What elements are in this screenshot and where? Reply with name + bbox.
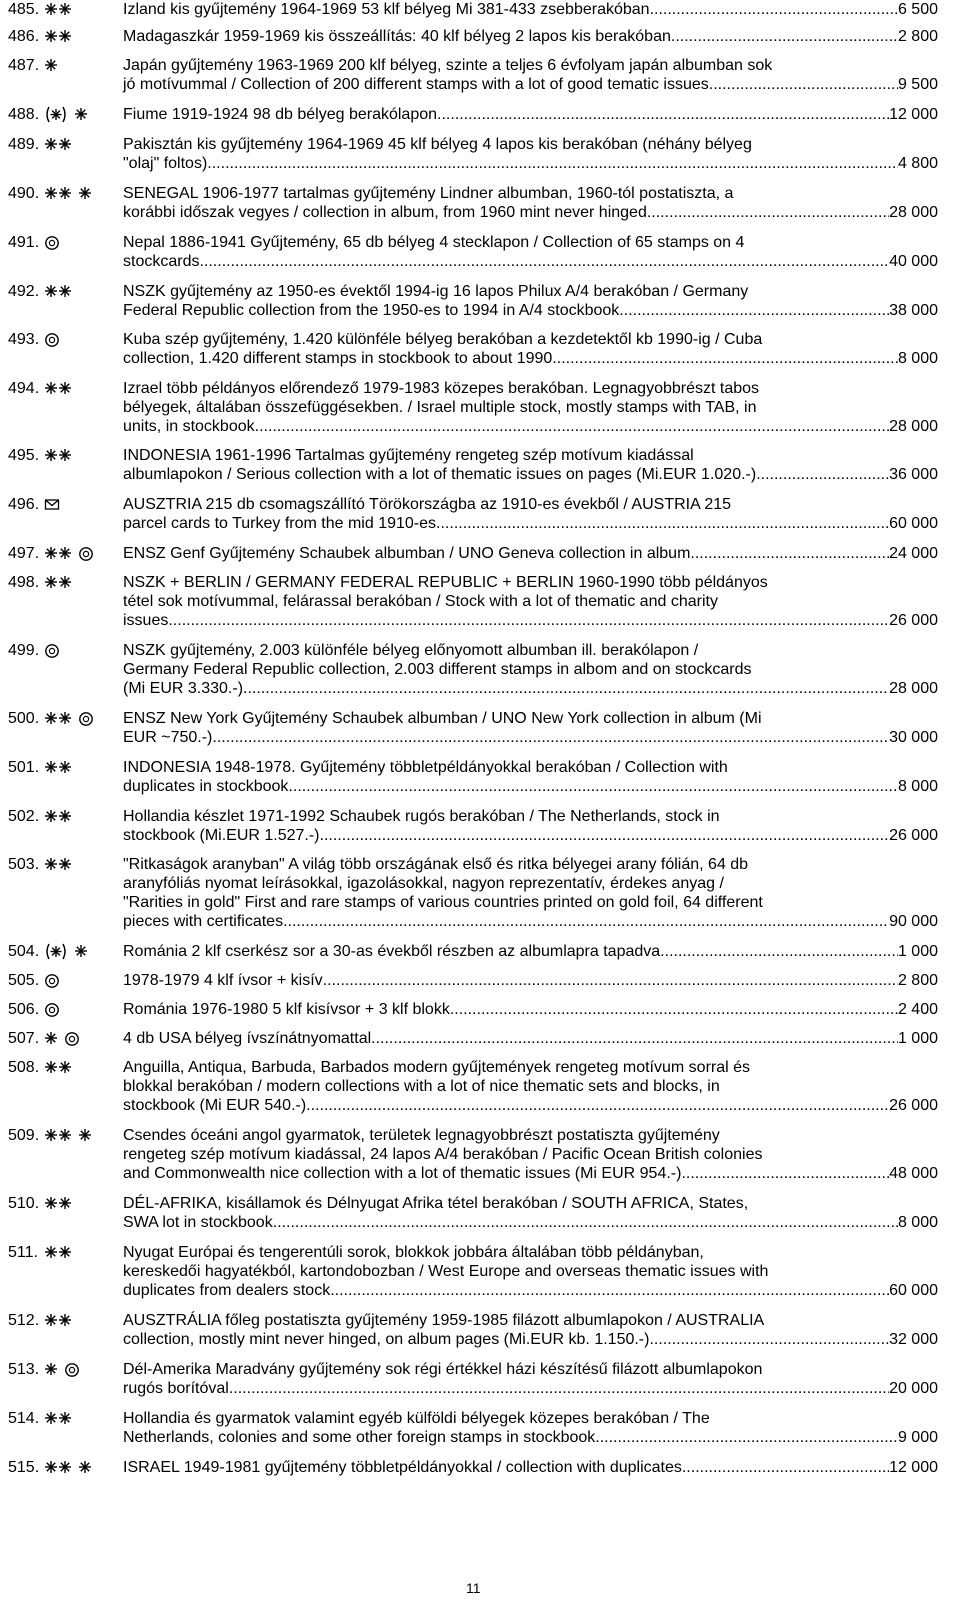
- description-line: and Commonwealth nice collection with a lot of thematic issues (Mi EUR 954.-): [123, 1165, 682, 1182]
- description-line: NSZK gyűjtemény az 1950-es évektől 1994-ig 16 lapos Philux A/4 berakóban / Germany: [123, 283, 749, 300]
- asterisk-star-icon: [58, 1243, 72, 1262]
- condition-symbols: [44, 971, 114, 990]
- lot-number: 491.: [8, 234, 40, 251]
- asterisk-star-icon: [58, 709, 72, 728]
- description-line: duplicates in stockbook: [123, 778, 289, 795]
- postmark-circle-icon: [44, 641, 60, 660]
- asterisk-star-icon: [44, 1458, 58, 1477]
- lot-price: 6 500: [897, 1, 938, 18]
- lot-price: 28 000: [889, 418, 938, 435]
- leader-dots: [212, 728, 889, 747]
- description-line: collection, mostly mint never hinged, on album pages (Mi.EUR kb. 1.150.-): [123, 1331, 650, 1348]
- lot-price: 20 000: [889, 1380, 938, 1397]
- lot-price: 26 000: [889, 612, 938, 629]
- condition-symbols: [44, 495, 114, 514]
- description-line: 4 db USA bélyeg ívszínátnyomattal: [123, 1030, 372, 1047]
- asterisk-star-icon: [44, 1194, 58, 1213]
- description-line: bélyegek, általában összefüggésekben. / Israel multiple stock, mostly stamps with TAB, in: [123, 399, 757, 416]
- description-line: stockcards: [123, 253, 200, 270]
- description-line: duplicates from dealers stock: [123, 1282, 331, 1299]
- asterisk-icon: [78, 1458, 92, 1477]
- lot-number: 512.: [8, 1312, 40, 1329]
- lot-description: [123, 1458, 938, 1477]
- lot-price: 30 000: [889, 729, 938, 746]
- lot-description: [123, 709, 938, 747]
- lot-price: 38 000: [889, 302, 938, 319]
- description-line: ENSZ Genf Gyűjtemény Schaubek albumban / UNO Geneva collection in album: [123, 545, 691, 562]
- lot-price: 4 800: [897, 155, 938, 172]
- description-line: (Mi EUR 3.330.-): [123, 680, 244, 697]
- condition-symbols: [44, 544, 114, 563]
- leader-dots: [199, 252, 889, 271]
- asterisk-star-icon: [58, 573, 72, 592]
- description-line: units, in stockbook.: [123, 418, 260, 435]
- description-line: Anguilla, Antiqua, Barbuda, Barbados modern gyűjtemények rengeteg motívum sorral és: [123, 1059, 751, 1076]
- postmark-circle-icon: [64, 1360, 80, 1379]
- leader-dots: [671, 27, 898, 46]
- description-line: INDONESIA 1961-1996 Tartalmas gyűjtemény rengeteg szép motívum kiadással: [123, 447, 694, 464]
- leader-dots: [229, 1379, 889, 1398]
- condition-symbols: [44, 1058, 114, 1077]
- description-line: Kuba szép gyűjtemény, 1.420 különféle bélyeg berakóban a kezdetektől kb 1990-ig / Cuba: [123, 331, 763, 348]
- lot-description: [123, 855, 938, 931]
- condition-symbols: [44, 758, 114, 777]
- asterisk-star-icon: [58, 758, 72, 777]
- page-number: 11: [466, 1580, 481, 1596]
- leader-dots: [709, 75, 898, 94]
- lot-price: 2 400: [897, 1001, 938, 1018]
- asterisk-star-icon: [44, 855, 58, 874]
- lot-number: 497.: [8, 545, 40, 562]
- asterisk-star-icon: [44, 184, 58, 203]
- description-line: "Rarities in gold" First and rare stamps of various countries printed on gold foil, 64 different: [123, 894, 763, 911]
- lot-description: [123, 1311, 938, 1349]
- lot-description: [123, 573, 938, 630]
- description-line: INDONESIA 1948-1978. Gyűjtemény többletpéldányokkal berakóban / Collection with: [123, 759, 728, 776]
- lot-number: 501.: [8, 759, 40, 776]
- parenthesized-asterisk-icon: [44, 942, 68, 961]
- asterisk-star-icon: [44, 0, 58, 19]
- asterisk-star-icon: [58, 184, 72, 203]
- lot-description: [123, 1000, 938, 1019]
- lot-description: [123, 446, 938, 484]
- description-line: NSZK gyűjtemény, 2.003 különféle bélyeg előnyomott albumban ill. berakólapon /: [123, 642, 699, 659]
- condition-symbols: [44, 379, 114, 398]
- lot-price: 60 000: [889, 1282, 938, 1299]
- leader-dots: [273, 1213, 898, 1232]
- postmark-circle-icon: [78, 544, 94, 563]
- description-line: rengeteg szép motívum kiadással, 24 lapos A/4 berakóban / Pacific Ocean British colonies: [123, 1146, 763, 1163]
- leader-dots: [660, 942, 898, 961]
- leader-dots: [243, 679, 889, 698]
- asterisk-star-icon: [44, 573, 58, 592]
- lot-price: 2 800: [897, 972, 938, 989]
- leader-dots: [259, 417, 889, 436]
- description-line: kereskedői hagyatékból, kartondobozban / West Europe and overseas thematic issues with: [123, 1263, 769, 1280]
- envelope-icon: [44, 495, 60, 514]
- description-line: Hollandia és gyarmatok valamint egyéb külföldi bélyegek közepes berakóban / The: [123, 1410, 710, 1427]
- asterisk-star-icon: [44, 379, 58, 398]
- lot-description: [123, 807, 938, 845]
- condition-symbols: [44, 282, 114, 301]
- lot-number: 496.: [8, 496, 40, 513]
- leader-dots: [288, 777, 898, 796]
- condition-symbols: [44, 135, 114, 154]
- description-line: Germany Federal Republic collection, 2.003 different stamps in albom and on stockcards: [123, 661, 752, 678]
- lot-description: [123, 1126, 938, 1183]
- description-line: EUR ~750.-): [123, 729, 213, 746]
- lot-price: 36 000: [889, 466, 938, 483]
- condition-symbols: [44, 56, 114, 75]
- description-line: tétel sok motívummal, felárassal berakóban / Stock with a lot of thematic and charity: [123, 593, 718, 610]
- leader-dots: [756, 465, 889, 484]
- condition-symbols: [44, 0, 114, 19]
- condition-symbols: [44, 855, 114, 874]
- asterisk-icon: [74, 105, 88, 124]
- lot-number: 490.: [8, 185, 40, 202]
- condition-symbols: [44, 1458, 114, 1477]
- asterisk-star-icon: [58, 544, 72, 563]
- asterisk-star-icon: [58, 807, 72, 826]
- description-line: Dél-Amerika Maradvány gyűjtemény sok régi értékkel házi készítésű filázott albumlapokon: [123, 1361, 763, 1378]
- description-line: issues.: [123, 612, 173, 629]
- asterisk-star-icon: [44, 758, 58, 777]
- asterisk-star-icon: [44, 446, 58, 465]
- lot-description: [123, 1360, 938, 1398]
- postmark-circle-icon: [44, 233, 60, 252]
- description-line: collection, 1.420 different stamps in stockbook to about 1990: [123, 350, 553, 367]
- leader-dots: [650, 0, 898, 19]
- asterisk-star-icon: [44, 1126, 58, 1145]
- description-line: stockbook (Mi.EUR 1.527.-): [123, 827, 320, 844]
- lot-description: [123, 942, 938, 961]
- condition-symbols: [44, 1029, 114, 1048]
- leader-dots: [437, 105, 889, 124]
- description-line: Fiume 1919-1924 98 db bélyeg berakólapon: [123, 106, 438, 123]
- description-line: Izland kis gyűjtemény 1964-1969 53 klf bélyeg Mi 381-433 zsebberakóban: [123, 1, 650, 18]
- description-line: Nyugat Európai és tengerentúli sorok, blokkok jobbára általában több példányban,: [123, 1244, 704, 1261]
- description-line: "olaj" foltos): [123, 155, 208, 172]
- description-line: Hollandia készlet 1971-1992 Schaubek rugós berakóban / The Netherlands, stock in: [123, 808, 720, 825]
- asterisk-icon: [74, 942, 88, 961]
- asterisk-star-icon: [58, 135, 72, 154]
- lot-number: 515.: [8, 1459, 40, 1476]
- lot-price: 28 000: [889, 204, 938, 221]
- lot-price: 24 000: [889, 545, 938, 562]
- asterisk-star-icon: [58, 855, 72, 874]
- postmark-circle-icon: [78, 709, 94, 728]
- condition-symbols: [44, 105, 114, 124]
- leader-dots: [647, 203, 889, 222]
- asterisk-star-icon: [44, 282, 58, 301]
- leader-dots: [690, 544, 889, 563]
- condition-symbols: [44, 641, 114, 660]
- lot-description: [123, 330, 938, 368]
- lot-price: 40 000: [889, 253, 938, 270]
- lot-description: [123, 1243, 938, 1300]
- lot-number: 505.: [8, 972, 40, 989]
- lot-description: [123, 758, 938, 796]
- postmark-circle-icon: [64, 1029, 80, 1048]
- condition-symbols: [44, 1126, 114, 1145]
- lot-description: [123, 641, 938, 698]
- asterisk-star-icon: [44, 544, 58, 563]
- description-line: 1978-1979 4 klf ívsor + kisív: [123, 972, 323, 989]
- description-line: "Ritkaságok aranyban" A világ több országának első és ritka bélyegei arany fólián, 64 db: [123, 856, 749, 873]
- lot-number: 503.: [8, 856, 40, 873]
- description-line: Pakisztán kis gyűjtemény 1964-1969 45 klf bélyeg 4 lapos kis berakóban (néhány bélyeg: [123, 136, 752, 153]
- lot-number: 498.: [8, 574, 40, 591]
- lot-price: 8 000: [897, 1214, 938, 1231]
- asterisk-star-icon: [58, 1458, 72, 1477]
- lot-price: 2 800: [897, 28, 938, 45]
- lot-description: [123, 56, 938, 94]
- condition-symbols: [44, 709, 114, 728]
- lot-price: 8 000: [897, 778, 938, 795]
- asterisk-star-icon: [44, 135, 58, 154]
- description-line: AUSZTRIA 215 db csomagszállító Törökországba az 1910-es évekből / AUSTRIA 215: [123, 496, 732, 513]
- description-line: rugós borítóval: [123, 1380, 229, 1397]
- lot-number: 489.: [8, 136, 40, 153]
- lot-description: [123, 184, 938, 222]
- condition-symbols: [44, 807, 114, 826]
- lot-description: [123, 1058, 938, 1115]
- lot-number: 504.: [8, 943, 40, 960]
- lot-price: 1 000: [897, 1030, 938, 1047]
- condition-symbols: [44, 1311, 114, 1330]
- description-line: Románia 2 klf cserkész sor a 30-as évekből részben az albumlapra tapadva: [123, 943, 661, 960]
- leader-dots: [323, 971, 898, 990]
- asterisk-icon: [44, 56, 58, 75]
- lot-number: 513.: [8, 1361, 40, 1378]
- description-line: parcel cards to Turkey from the mid 1910-es: [123, 515, 437, 532]
- description-line: ISRAEL 1949-1981 gyűjtemény többletpéldányokkal / collection with duplicates: [123, 1459, 682, 1476]
- lot-number: 508.: [8, 1059, 40, 1076]
- lot-number: 499.: [8, 642, 40, 659]
- lot-price: 9 500: [897, 76, 938, 93]
- condition-symbols: [44, 233, 114, 252]
- lot-description: [123, 1194, 938, 1232]
- description-line: NSZK + BERLIN / GERMANY FEDERAL REPUBLIC + BERLIN 1960-1990 több példányos: [123, 574, 768, 591]
- description-line: Izrael több példányos előrendező 1979-1983 közepes berakóban. Legnagyobbrészt tabos: [123, 380, 760, 397]
- asterisk-star-icon: [44, 1058, 58, 1077]
- lot-number: 506.: [8, 1001, 40, 1018]
- parenthesized-asterisk-icon: [44, 105, 68, 124]
- asterisk-star-icon: [44, 1243, 58, 1262]
- description-line: aranyfóliás nyomat leírásokkal, igazolásokkal, nagyon reprezentatív, érdekes anyag /: [123, 875, 724, 892]
- asterisk-star-icon: [58, 379, 72, 398]
- condition-symbols: [44, 27, 114, 46]
- description-line: Federal Republic collection from the 1950-es to 1994 in A/4 stockbook: [123, 302, 620, 319]
- lot-price: 12 000: [889, 1459, 938, 1476]
- lot-description: [123, 379, 938, 436]
- asterisk-icon: [44, 1360, 58, 1379]
- description-line: pieces with certificates: [123, 913, 284, 930]
- lot-description: [123, 105, 938, 124]
- leader-dots: [450, 1000, 898, 1019]
- lot-price: 90 000: [889, 913, 938, 930]
- description-line: Románia 1976-1980 5 klf kisívsor + 3 klf blokk: [123, 1001, 450, 1018]
- lot-description: [123, 135, 938, 173]
- description-line: SENEGAL 1906-1977 tartalmas gyűjtemény Lindner albumban, 1960-tól postatiszta, a: [123, 185, 734, 202]
- asterisk-star-icon: [44, 1311, 58, 1330]
- description-line: Netherlands, colonies and some other foreign stamps in stockbook: [123, 1429, 596, 1446]
- postmark-circle-icon: [44, 971, 60, 990]
- description-line: blokkal berakóban / modern collections with a lot of nice thematic sets and blocks, in: [123, 1078, 720, 1095]
- lot-number: 502.: [8, 808, 40, 825]
- lot-price: 48 000: [889, 1165, 938, 1182]
- description-line: Nepal 1886-1941 Gyűjtemény, 65 db bélyeg 4 stecklapon / Collection of 65 stamps on 4: [123, 234, 745, 251]
- condition-symbols: [44, 1194, 114, 1213]
- condition-symbols: [44, 1360, 114, 1379]
- leader-dots: [649, 1330, 889, 1349]
- description-line: korábbi időszak vegyes / collection in album, from 1960 mint never hinged: [123, 204, 647, 221]
- leader-dots: [552, 349, 898, 368]
- asterisk-star-icon: [58, 1311, 72, 1330]
- lot-number: 507.: [8, 1030, 40, 1047]
- lot-price: 26 000: [889, 1097, 938, 1114]
- asterisk-star-icon: [44, 807, 58, 826]
- asterisk-star-icon: [58, 1058, 72, 1077]
- leader-dots: [320, 826, 890, 845]
- postmark-circle-icon: [44, 330, 60, 349]
- lot-price: 26 000: [889, 827, 938, 844]
- lot-description: [123, 544, 938, 563]
- leader-dots: [330, 1281, 889, 1300]
- leader-dots: [173, 611, 889, 630]
- lot-description: [123, 0, 938, 19]
- leader-dots: [371, 1029, 898, 1048]
- lot-number: 492.: [8, 283, 40, 300]
- description-line: Japán gyűjtemény 1963-1969 200 klf bélyeg, szinte a teljes 6 évfolyam japán albumban sok: [123, 57, 773, 74]
- leader-dots: [436, 514, 889, 533]
- condition-symbols: [44, 1409, 114, 1428]
- lot-price: 32 000: [889, 1331, 938, 1348]
- description-line: AUSZTRÁLIA főleg postatiszta gyűjtemény 1959-1985 filázott albumlapokon / AUSTRALIA: [123, 1312, 765, 1329]
- asterisk-star-icon: [58, 27, 72, 46]
- asterisk-star-icon: [44, 27, 58, 46]
- asterisk-star-icon: [44, 709, 58, 728]
- leader-dots: [682, 1458, 889, 1477]
- leader-dots: [619, 301, 889, 320]
- condition-symbols: [44, 1000, 114, 1019]
- lot-number: 511.: [8, 1244, 38, 1261]
- asterisk-icon: [44, 1029, 58, 1048]
- condition-symbols: [44, 184, 114, 203]
- lot-price: 8 000: [897, 350, 938, 367]
- description-line: Csendes óceáni angol gyarmatok, területek legnagyobbrészt postatiszta gyűjtemény: [123, 1127, 720, 1144]
- lot-number: 488.: [8, 106, 40, 123]
- leader-dots: [681, 1164, 889, 1183]
- asterisk-icon: [78, 184, 92, 203]
- description-line: SWA lot in stockbook: [123, 1214, 273, 1231]
- lot-description: [123, 1029, 938, 1048]
- condition-symbols: [44, 573, 114, 592]
- lot-number: 510.: [8, 1195, 40, 1212]
- description-line: stockbook (Mi EUR 540.-): [123, 1097, 307, 1114]
- condition-symbols: [44, 446, 114, 465]
- lot-number: 500.: [8, 710, 40, 727]
- lot-number: 495.: [8, 447, 40, 464]
- asterisk-star-icon: [58, 446, 72, 465]
- lot-number: 486.: [8, 28, 40, 45]
- lot-number: 509.: [8, 1127, 40, 1144]
- lot-price: 12 000: [889, 106, 938, 123]
- leader-dots: [207, 154, 898, 173]
- asterisk-star-icon: [58, 1409, 72, 1428]
- description-line: Madagaszkár 1959-1969 kis összeállítás: 40 klf bélyeg 2 lapos kis berakóban: [123, 28, 671, 45]
- lot-number: 485.: [8, 1, 40, 18]
- asterisk-star-icon: [58, 1194, 72, 1213]
- lot-description: [123, 27, 938, 46]
- lot-number: 514.: [8, 1410, 40, 1427]
- leader-dots: [595, 1428, 898, 1447]
- asterisk-star-icon: [58, 282, 72, 301]
- description-line: DÉL-AFRIKA, kisállamok és Délnyugat Afrika tétel berakóban / SOUTH AFRICA, States,: [123, 1195, 749, 1212]
- asterisk-star-icon: [58, 1126, 72, 1145]
- lot-price: 60 000: [889, 515, 938, 532]
- lot-price: 1 000: [897, 943, 938, 960]
- description-line: jó motívummal / Collection of 200 different stamps with a lot of good tematic issues: [123, 76, 709, 93]
- leader-dots: [306, 1096, 889, 1115]
- lot-number: 487.: [8, 57, 40, 74]
- lot-number: 494.: [8, 380, 40, 397]
- lot-price: 9 000: [897, 1429, 938, 1446]
- lot-description: [123, 971, 938, 990]
- postmark-circle-icon: [44, 1000, 60, 1019]
- asterisk-icon: [78, 1126, 92, 1145]
- lot-description: [123, 282, 938, 320]
- condition-symbols: [44, 330, 114, 349]
- lot-description: [123, 233, 938, 271]
- lot-description: [123, 1409, 938, 1447]
- asterisk-star-icon: [44, 1409, 58, 1428]
- condition-symbols: [44, 1243, 114, 1262]
- asterisk-star-icon: [58, 0, 72, 19]
- description-line: ENSZ New York Gyűjtemény Schaubek albumban / UNO New York collection in album (Mi: [123, 710, 762, 727]
- lot-number: 493.: [8, 331, 40, 348]
- lot-description: [123, 495, 938, 533]
- description-line: albumlapokon / Serious collection with a lot of thematic issues on pages (Mi.EUR 1.020.-): [123, 466, 757, 483]
- leader-dots: [283, 912, 889, 931]
- lot-price: 28 000: [889, 680, 938, 697]
- condition-symbols: [44, 942, 114, 961]
